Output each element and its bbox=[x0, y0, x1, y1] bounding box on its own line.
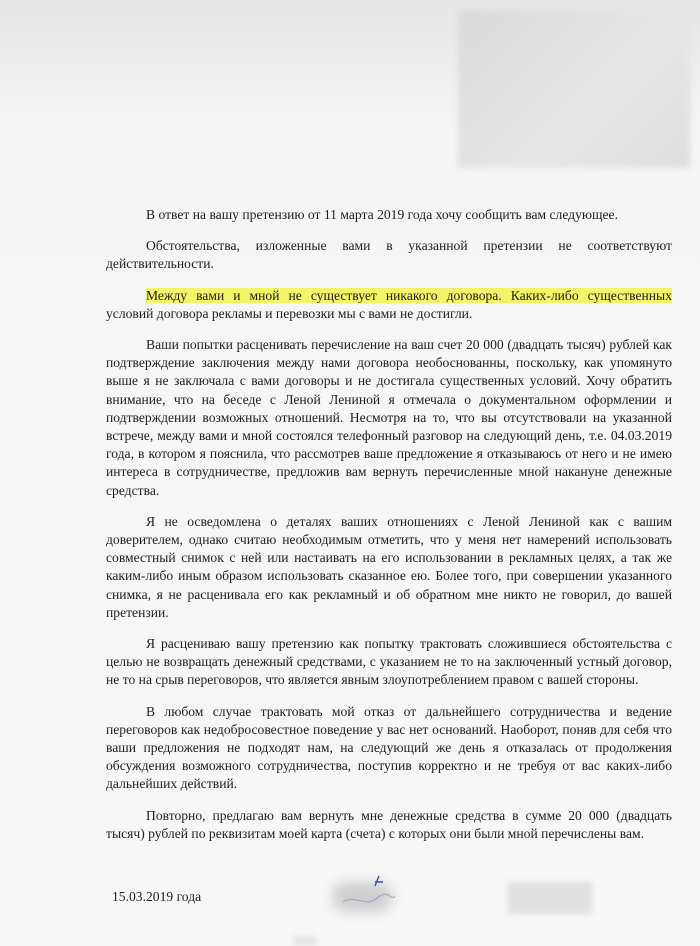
paragraph-payment: Ваши попытки расценивать перечисление на ваш счет 20 000 (двадцать тысяч) рублей как подтверждение заключения между нами договора необоснованны, поскольку, как упомянуто выше я не заключала с вами договоры и не достигала существенных условий. Хочу обратить внимание, что на беседе с Леной Лениной я отмечала о документальном оформлении и подтверждении возможных отношений. Несмотря на то, что вы отсутствовали на указанной встрече, между вами и мной состоялся телефонный разговор на следующий день, т.е. 04.03.2019 года, в котором я пояснила, что рассмотрев ваше предложение я отказываюсь от него и не имею интереса в сотрудничестве, предложив вам вернуть перечисленные мной накануне денежные средства. bbox=[106, 337, 672, 498]
redacted-address-block bbox=[458, 10, 690, 168]
paragraph-refusal: В любом случае трактовать мой отказ от дальнейшего сотрудничества и ведение переговоров как недобросовестное поведение у вас нет оснований. Наоборот, поняв для себя что ваши предложения не подходят нам, на следующий же день я отказалась от продолжения обсуждения возможного сотрудничества, поступив корректно и не требуя от вас каких-либо дальнейших действий. bbox=[106, 703, 672, 792]
signature-mark bbox=[335, 872, 399, 916]
paragraph-no-contract bbox=[106, 287, 672, 323]
letter-body bbox=[106, 206, 672, 856]
letter-date: 15.03.2019 года bbox=[112, 889, 202, 904]
highlighted-text: Между вами и мной не существует никакого договора. Каких-либо существенных bbox=[146, 287, 672, 303]
paragraph-circumstances: Обстоятельства, изложенные вами в указанной претензии не соответствуют действительности. bbox=[106, 238, 672, 272]
paragraph-intro: В ответ на вашу претензию от 11 марта 2019 года хочу сообщить вам следующее. bbox=[146, 207, 618, 222]
redacted-name bbox=[508, 882, 592, 914]
page-number-redacted bbox=[293, 936, 317, 946]
paragraph-claim-assessment: Я расцениваю вашу претензию как попытку трактовать сложившиеся обстоятельства с целью не возвращать денежный средствами, с указанием не то на заключенный устный договор, не то на срыв переговоров, что является явным злоупотреблением правом с вашей стороны. bbox=[106, 636, 672, 688]
paragraph-photo: Я не осведомлена о деталях ваших отношениях с Леной Лениной как с вашим доверителем, однако считаю необходимым отметить, что у меня нет намерений использовать совместный снимок с ней или настаивать на его использовании в рекламных целях, а так же каким-либо иным образом использовать сказанное ею. Более того, при совершении указанного снимка, я не расценивала его как рекламный и об обратном мне никто не говорил, до вашей претензии. bbox=[106, 513, 672, 620]
paragraph-no-contract-rest: условий договора рекламы и перевозки мы с вами не достигли. bbox=[106, 305, 473, 321]
paragraph-refund-offer: Повторно, предлагаю вам вернуть мне денежные средства в сумме 20 000 (двадцать тысяч) рублей по реквизитам моей карта (счета) с которых они были мной перечислены вам. bbox=[106, 807, 672, 841]
